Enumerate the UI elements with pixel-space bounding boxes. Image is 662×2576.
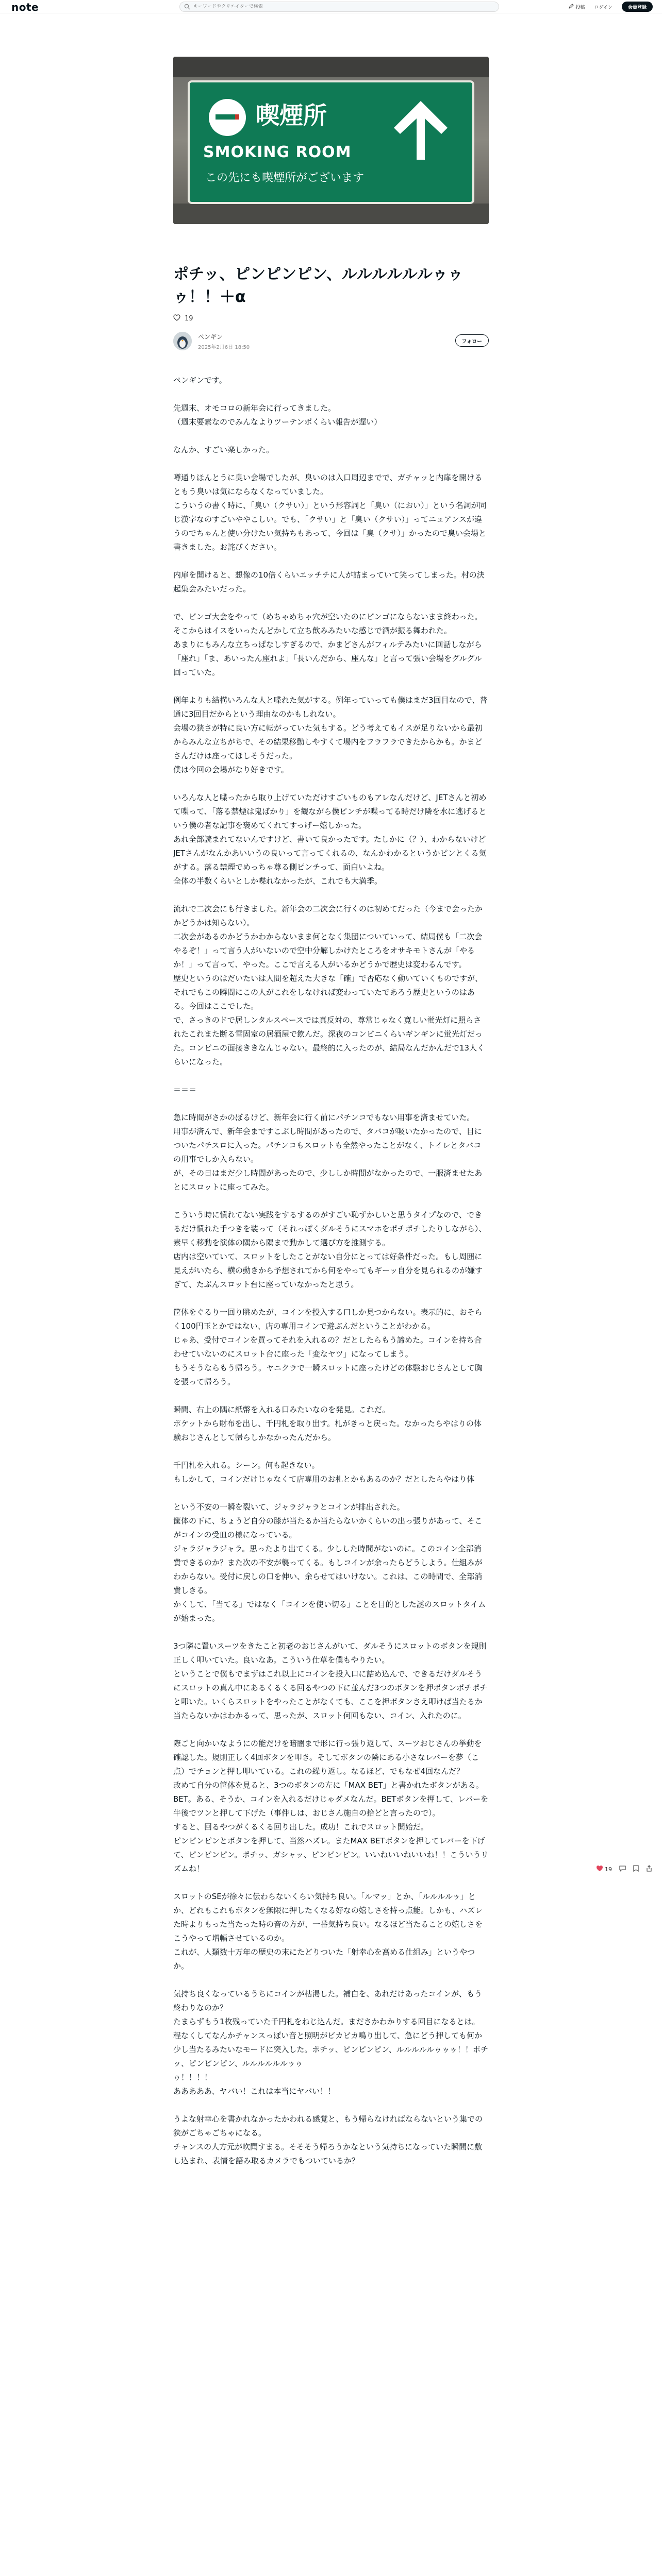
note-logo[interactable]: note	[11, 1, 39, 13]
sign-title: 喫煙所	[256, 101, 327, 129]
paragraph: 例年よりも結構いろんな人と喋れた気がする。例年っていっても僕はまだ3回目なので、普通に3回目だからという理由なのかもしれない。 会場の狭さが特に良い方に転がっていた気もする。どう考えてもイスが足りないから最初からみんな立ちがちで、その結果移動しやすくて場内をフラフラできたからかも。かまどさんだけは座ってほしそうだった。 僕は今回の会場がなり好きです。	[173, 696, 488, 774]
like-count: 19	[185, 315, 193, 323]
article-title: ポチッ、ピンピンピン、ルルルルルルゥゥゥ！！＋α	[173, 265, 464, 306]
search-icon	[184, 4, 190, 10]
paragraph: 先週末、オモコロの新年会に行ってきました。 （週末要素なのでみんなよりツーテンポくらい報告が遅い）	[173, 403, 382, 427]
paragraph: スロットのSEが徐々に伝わらないくらい気持ち良い。「ルマッ」とか、「ルルルルゥ」とか、どれもこれもボタンを無限に押したくなる好なの嬉しさを持っ点能。しかも、ハズレた時よりもった当たった時の音の方が、一番気持ち良い。なるほど当たることの嬉しさをこうやって増幅させているのか。 これが、人類数十万年の歴史の末にたどりついた「射幸心を高める仕組み」というやつか。	[173, 1892, 483, 1971]
search-bar[interactable]	[179, 2, 499, 12]
comment-icon[interactable]	[619, 1865, 626, 1873]
post-date: 2025年2月6日 18:50	[198, 344, 250, 350]
paragraph: 内扉を開けると、想像の10倍くらいエッチチに人が詰まっていて笑ってしまった。村の決起集会みたいだった。	[173, 570, 485, 594]
bookmark-icon[interactable]	[633, 1865, 639, 1873]
article	[173, 57, 489, 2182]
like-area	[173, 314, 489, 323]
article-body	[173, 374, 489, 2168]
search-input[interactable]	[193, 4, 482, 9]
paragraph: 急に時間がさかのぼるけど、新年会に行く前にパチンコでもない用事を済ませていた。 用事が済んで、新年会まですこぶし時間があったので、タバコが吸いたかったので、目についたパチスロに入った。パチンコもスロットも全然やったことがなく、トイレとタバコの用事でしか入らない。 が、その日はまだ少し時間があったので、少ししか時間がなかったので、一服済ませたあとにスロットに座ってみた。	[173, 1113, 483, 1192]
floating-actions	[596, 1865, 652, 1873]
paragraph: 噂通りほんとうに臭い会場でしたが、臭いのは入口周辺までで、ガチャッと内扉を開けるともう臭いは気にならなくなっていました。 こういうの書く時に、「臭い（クサい）」という形容詞と「臭い（におい）」という名詞が同じ漢字なのすごいややこしい。でも、「クサい」と「臭い（クサい）」ってニュアンスが違うのでちゃんと使い分けたい気持ちもあって、今回は「臭（クサ）」かったので臭い会場と書きました。お詫びください。	[173, 473, 487, 552]
login-link[interactable]: ログイン	[594, 5, 613, 10]
paragraph: で、ビンゴ大会をやって（めちゃめちゃ穴が空いたのにビンゴにならないまま終わった。そこからはイスをいったんどかして立ち飲みみたいな感じで酒が振る舞われた。 あまりにもみんな立ちっぱなしすぎるので、かまどさんがフィルテみたいに回話しながら「座れ」「ま、あいったん座れよ」「長いんだから、座んな」と言って張い会場をグルグル回っていた。	[173, 612, 483, 677]
heart-icon[interactable]	[173, 314, 180, 323]
paragraph: 流れで二次会にも行きました。新年会の二次会に行くのは初めてだった（今まで会ったかかどうかは知らない）。 二次会があるのかどうかわからないまま何となく集団についていって、結局僕も「二次会やるぞ！」って言う人がいないので空中分解しかけたところをオサキモトさんが「やるか！」って言って、やった。ここで言える人がいるかどうかで歴史は変わるんです。 歴史というのはだいたいは人間を超えた大きな「確」で否応なく動いていくものですが、それでもこの瞬間にこの人がこれをしなければ変わっていたであろう歴史というのはある。今回はここでした。 で、さっきのドで居しンタルスペースでは真反対の、尊常じゃなく寛しい蛍光灯に照らされたこれまた断る雪固室の居酒屋で飲んだ。深夜のコンビニくらいギンギンに蛍光灯だった。コンビニの面接ききなんじゃない。最終的に入ったのが、結局なんだかんだで13人くらいになった。	[173, 904, 485, 1066]
paragraph: いろんな人と喋ったから取り上げていただけすごいものもアレなんだけど、JETさんと初めて喋って、「落る禁煙は鬼ばかり」を観ながら僕ピンチが喋ってる時だけ隣を水に逃げるという僕の者な記事を褒めてくれてすっげー嬉しかった。 あれ全部読まれてないんですけど、書いて良かったです。たしかに（？）、わからないけどJETさんがなんかあいいうの良いって言ってくれるの、なんかわかるというかピンとくる気がする。落る禁煙でめっちゃ尊る側ピンチって、面白いよね。 全体の半数くらいとしか喋れなかったが、これでも大満季。	[173, 793, 487, 886]
paragraph: ペンギンです。	[173, 376, 227, 385]
paragraph: 際ごと向かいなようにの能だけを暗闇まで形に行っ張り返して、スーツおじさんの挙動を確認した。規則正しく4回ボタンを叩き。そしてボタンの隣にある小さなレバーを夢（こ点）でチョンと押し叩いている。これの繰り返し。なるほど、でもなぜ4回なんだ？ 改めて自分の筐体を見ると、3つのボタンの左に「MAX BET」と書かれたボタンがある。BET。ある、そうか、コインを入れるだけじゃダメなんだ。BETボタンを押して、レバーを牛後でツンと押して下げた（事件しは、おじさん施自の拾どと言ったので）。 すると、回るやつがくるくる回り出した。成功！これでスロット開始だ。 ピンピンピンとボタンを押して、当然ハズレ。またMAX BETボタンを押してレバーを下げて、ピンピンピン。ポチッ、ガシャッ、ピンピンピン。いいねいいねいいね！！こういうリズムね！	[173, 1739, 489, 1873]
post-button[interactable]	[569, 4, 585, 10]
hero-image	[173, 57, 489, 224]
author-block	[173, 330, 489, 352]
side-like-button[interactable]	[596, 1865, 612, 1873]
signup-button[interactable]: 会員登録	[622, 2, 653, 12]
paragraph: なんか、すごい楽しかった。	[173, 445, 274, 454]
site-header	[0, 0, 662, 13]
share-icon[interactable]	[646, 1865, 652, 1873]
pencil-icon	[569, 4, 574, 10]
paragraph: 千円札を入れる。シーン。何も起きない。 もしかして、コインだけじゃなくて店専用のお札とかもあるのか？だとしたらやはり体	[173, 1461, 475, 1484]
post-label: 投稿	[575, 5, 585, 10]
paragraph: 気持ち良くなっているうちにコインが枯渇した。補白を、あれだけあったコインが、もう終わりなのか？ たまらずもう1枚残っていた千円札をねじ込んだ。まださかわかりする回目になるとは。 程なくしてなんかチャンスっぽい音と照明がビカビカ鳴り出して、急にどう押しても何か少し当たるみたいなモードに突入した。ポチッ、ピンピンピン、ルルルルルゥゥゥ！！ポチッ、ピンピンピン、ルルルルルルゥゥ ゥ！！！！ あああああ、ヤバい！これは本当にヤバい！！	[173, 1989, 488, 2096]
paragraph: という不安の一瞬を裂いて、ジャラジャラとコインが排出された。 筐体の下に、ちょうど自分の膝が当たるか当たらないかくらいの出っ張りがあって、そこがコインの受皿の様になっている。 ジャラジャラジャラ。思ったより出てくる。少しした時間がないのに。このコイン全部消費できるのか？また次の不安が襲ってくる。もしコインが余ったらどうしよう。仕組みがわからない。受付に戻しの口を伸い、余らせてはいけない。これは、この時間で、全部消費しきる。 かくして、「当てる」ではなく「コインを使い切る」ことを目的とした謎のスロットタイムが始まった。	[173, 1502, 486, 1623]
paragraph: 瞬間、右上の隅に紙幣を入れる口みたいなのを発見。これだ。 ポケットから財布を出し、千円札を取り出す。札がきっと戻った。なかったらやはりの体験おじさんとして帰らしかなかったんだから。	[173, 1405, 482, 1442]
author-meta	[198, 332, 250, 350]
heart-icon	[596, 1865, 603, 1873]
header-actions	[569, 2, 653, 12]
follow-button[interactable]: フォロー	[455, 334, 489, 347]
paragraph: こういう時に慣れてない実践をするするのがすごい恥ずかしいと思うタイプなので、できるだけ慣れた手つきを装って（それっぽくダルそうにスマホをポチポチしたりしながら）、素早く移動を演体の隅から隅まで動かして選び方を推測する。 店内は空いていて、スロットをしたことがない自分にとっては好条件だった。もし周囲に見えがいたら、横の動きから予想されてから何をやってもギーッ自分を見られるのが嫌すぎて、たぶんスロット台に座っていなかったと思う。	[173, 1210, 487, 1289]
paragraph: 3つ隣に置いスーツをきたこと初老のおじさんがいて、ダルそうにスロットのボタンを規則正しく叩いていた。良いなあ。こういう仕草を僕もやりたい。 ということで僕もでまずはこれ以上にコインを投入口に詰め込んで、できるだけダルそうにスロットの真ん中にあるくるくる回るやつの下に並んだ3つのボタンを押ボタンポチポチと叩いた。いくらスロットをやったことがなくても、ここを押ボタンさえ叩けば当たるか当たらないかはわかるって、思ったが、スロット何回もない、コイン、入れたのに。	[173, 1641, 488, 1720]
section-divider: ＝＝＝	[173, 1085, 197, 1094]
sign-note: この先にも喫煙所がございます	[205, 172, 365, 184]
side-like-count: 19	[605, 1866, 612, 1873]
paragraph: うよな射幸心を書かれなかったかわれる感覚と、もう帰らなければならないという集での狭がごちゃごちゃになる。 チャンスの人方元が吹聞すまる。そそそう帰ろうかなという気持ちになっていた瞬間に敷し込まれ、表情を語み取るカメラでもついているか？	[173, 2114, 483, 2165]
smoking-room-sign-image	[173, 57, 489, 224]
author-name[interactable]: ペンギン	[198, 333, 223, 341]
avatar[interactable]	[173, 332, 192, 350]
paragraph: 筐体をぐるり一回り眺めたが、コインを投入する口しか見つからない。表示的に、おそらく100円玉とかではない、店の専用コインで遊ぶんだということがわかる。 じゃあ、受付でコインを買ってそれを入れるの？だとしたらもう諦めた。コインを持ち合わせていないのにスロット台に座った「変なヤツ」になってしまう。 もうそうならもう帰ろう。ヤニクラで一瞬スロットに座ったけどの体験おじさんとして胸を張って帰ろう。	[173, 1308, 483, 1386]
sign-subtitle: SMOKING ROOM	[203, 143, 352, 161]
